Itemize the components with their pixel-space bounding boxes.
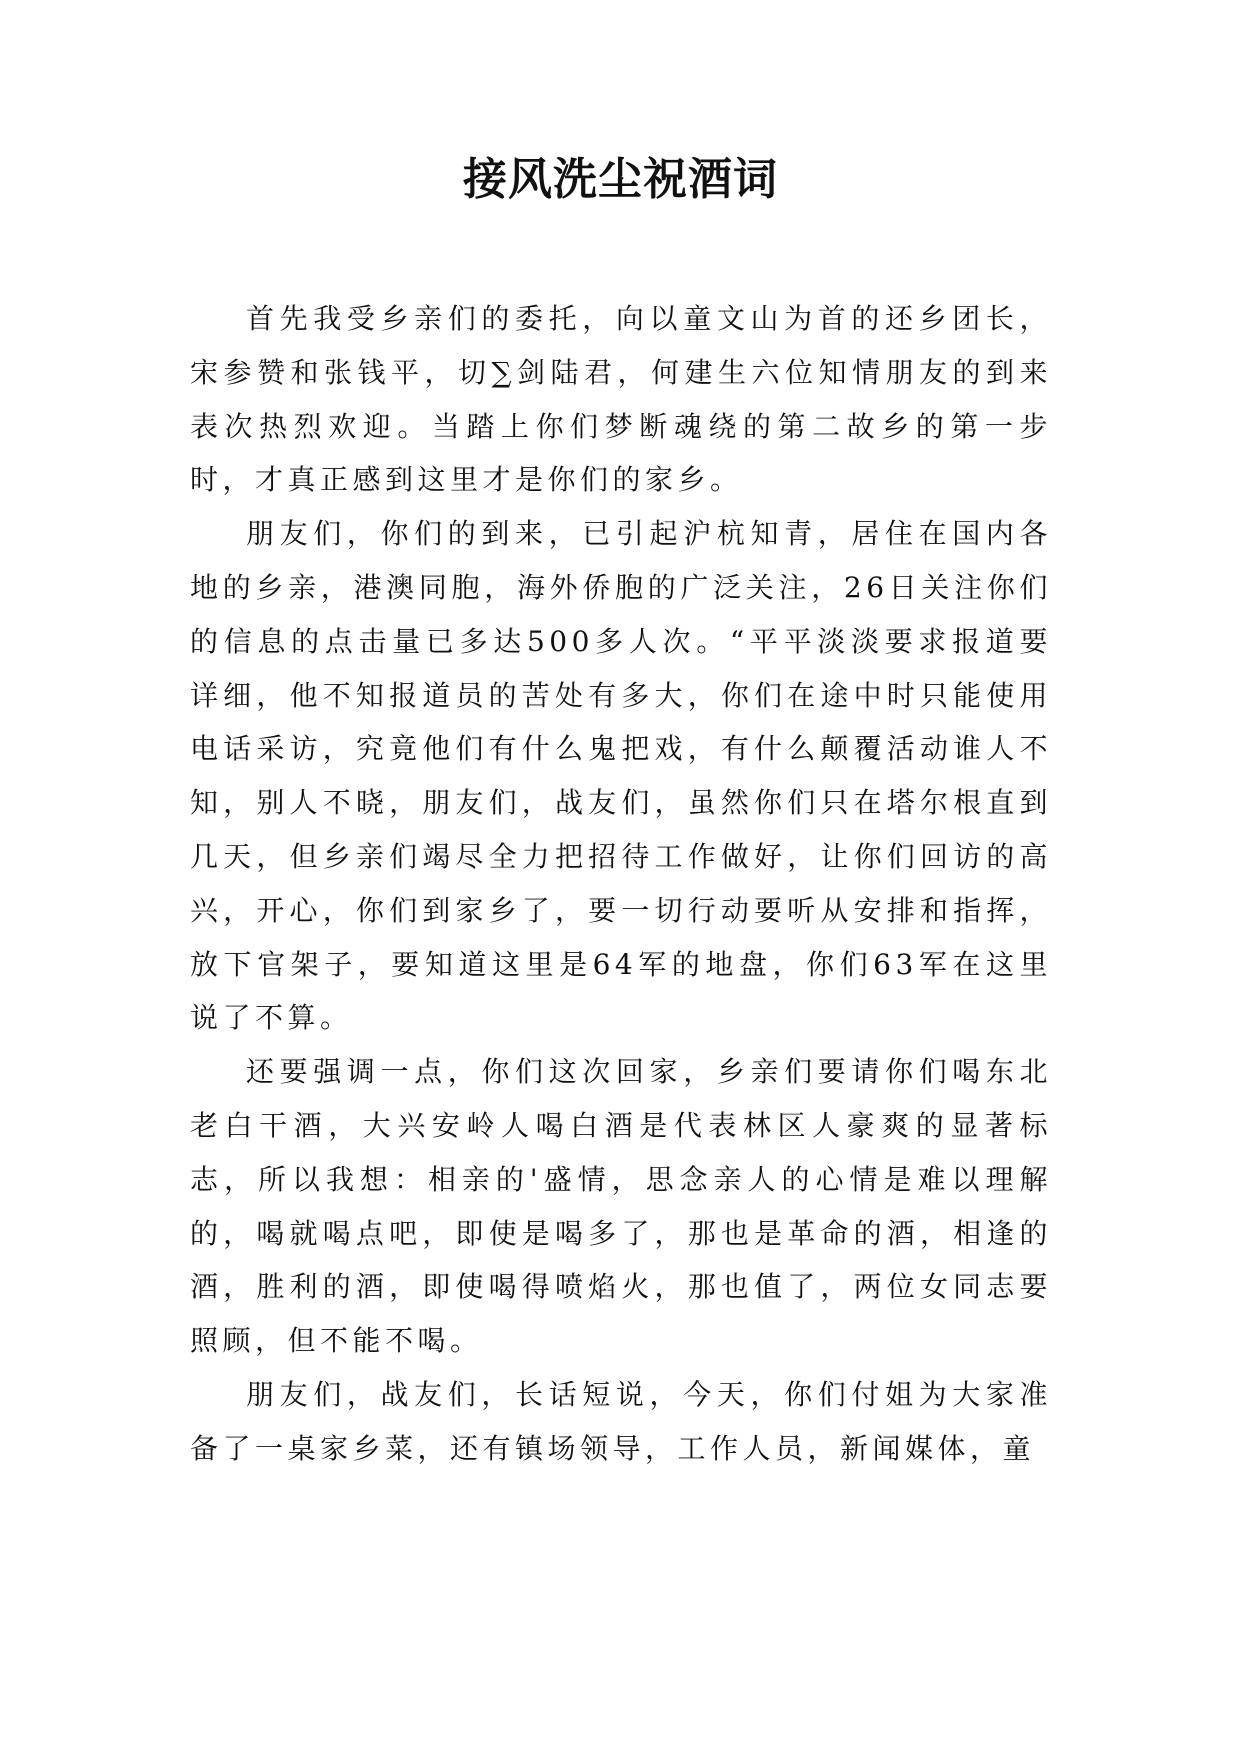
document-title: 接风洗尘祝酒词: [463, 154, 778, 205]
paragraph-2: 朋友们，你们的到来，已引起沪杭知青，居住在国内各地的乡亲，港澳同胞，海外侨胞的广泛关注，26日关注你们的信息的点击量已多达500多人次。“平平淡淡要求报道要详细，他不知报道员的苦处有多大，你们在途中时只能使用电话采访，究竟他们有什么鬼把戏，有什么颠覆活动谁人不知，别人不晓，朋友们，战友们，虽然你们只在塔尔根直到几天，但乡亲们竭尽全力把招待工作做好，让你们回访的高兴，开心，你们到家乡了，要一切行动要听从安排和指挥，放下官架子，要知道这里是64军的地盘，你们63军在这里说了不算。: [190, 517, 1052, 1035]
paragraph-3: 还要强调一点，你们这次回家，乡亲们要请你们喝东北老白干酒，大兴安岭人喝白酒是代表林区人豪爽的显著标志，所以我想：相亲的'盛情，思念亲人的心情是难以理解的，喝就喝点吧，即使是喝多了，那也是革命的酒，相逢的酒，胜利的酒，即使喝得喷焰火，那也值了，两位女同志要照顾，但不能不喝。: [190, 1055, 1052, 1358]
document-body: [190, 292, 1052, 1476]
paragraph-1: 首先我受乡亲们的委托，向以童文山为首的还乡团长，宋参赞和张钱平，切∑剑陆君，何建生六位知情朋友的到来表次热烈欢迎。当踏上你们梦断魂绕的第二故乡的第一步时，才真正感到这里才是你们的家乡。: [190, 302, 1052, 497]
paragraph-4: 朋友们，战友们，长话短说，今天，你们付姐为大家准备了一桌家乡菜，还有镇场领导，工作人员，新闻媒体，童: [190, 1377, 1052, 1465]
